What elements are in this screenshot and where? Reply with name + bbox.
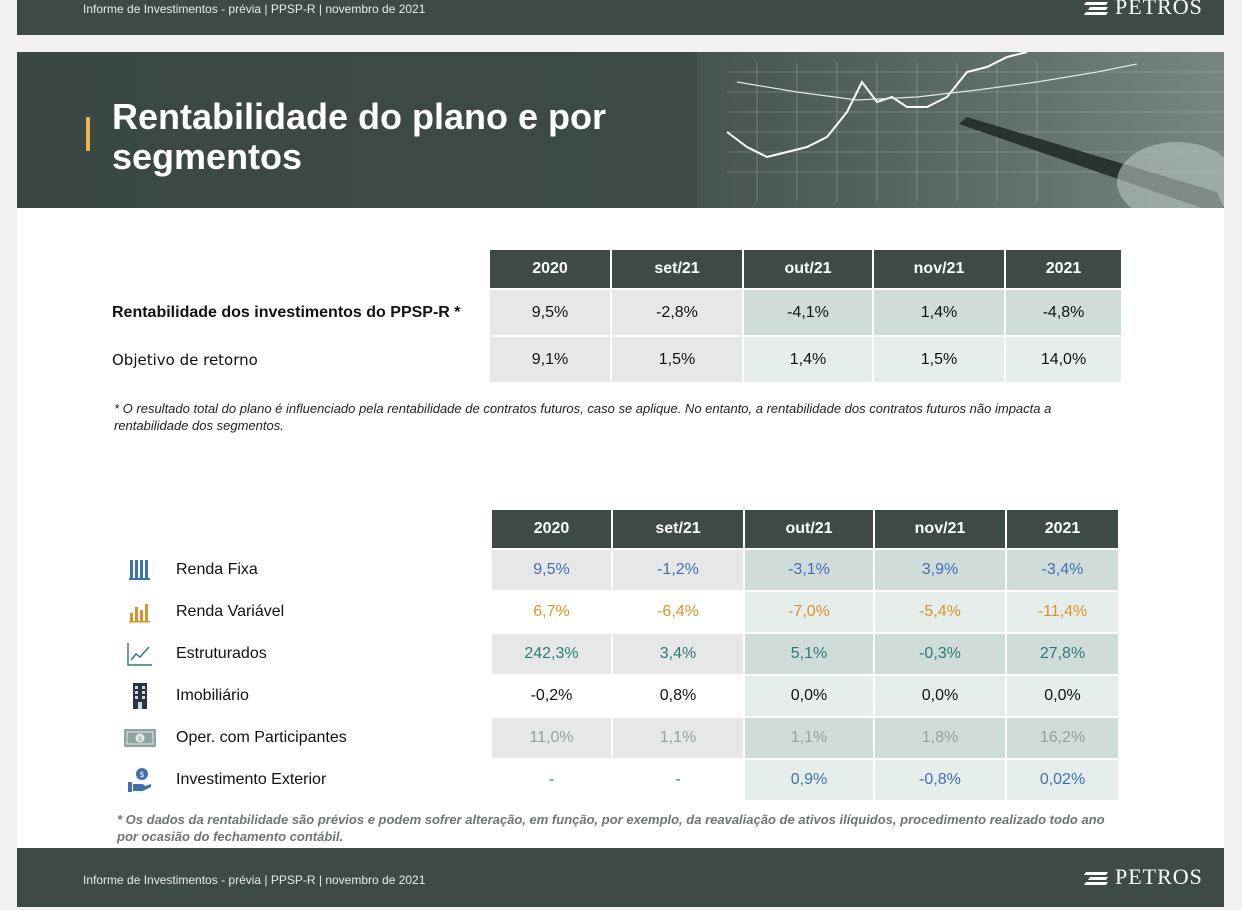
cell-value: 11,0% <box>492 718 611 758</box>
row-label: Renda Fixa <box>172 550 490 590</box>
column-header: set/21 <box>612 250 742 288</box>
row-label: Renda Variável <box>172 592 490 632</box>
cell-value: 0,02% <box>1007 760 1118 800</box>
table-row <box>110 634 1118 674</box>
petros-logo-mark-icon <box>1085 869 1111 885</box>
cell-value: 1,4% <box>874 290 1004 335</box>
title-banner <box>17 52 1224 208</box>
bar-chart-icon <box>110 592 170 632</box>
top-header-bar <box>17 0 1224 35</box>
bars-icon <box>110 550 170 590</box>
cell-value: -3,1% <box>745 550 873 590</box>
cell-value: -3,4% <box>1007 550 1118 590</box>
table-row <box>110 290 1121 335</box>
row-label: Rentabilidade dos investimentos do PPSP-R * <box>110 290 488 335</box>
footnote-segments: * Os dados da rentabilidade são prévios e podem sofrer alteração, em função, por exemplo, da reavaliação de ativos ilíquidos, procedimento realizado todo ano por ocasião do fechamento contábil. <box>117 812 1105 844</box>
segments-return-table <box>108 508 1120 802</box>
table-header-row <box>110 250 1121 288</box>
cell-value: 6,7% <box>492 592 611 632</box>
table-row <box>110 676 1118 716</box>
petros-logo-word: PETROS <box>1115 864 1203 889</box>
header-text: Informe de Investimentos - prévia | PPSP-R | novembro de 2021 <box>83 2 426 16</box>
cell-value: 1,5% <box>874 337 1004 382</box>
cell-value: 0,0% <box>1007 676 1118 716</box>
footer-text: Informe de Investimentos - prévia | PPSP-R | novembro de 2021 <box>83 873 426 887</box>
column-header: out/21 <box>745 510 873 548</box>
cell-value: -6,4% <box>613 592 743 632</box>
table-row <box>110 337 1121 382</box>
cell-value: 16,2% <box>1007 718 1118 758</box>
cell-value: -7,0% <box>745 592 873 632</box>
svg-text:$: $ <box>139 770 145 779</box>
cell-value: -2,8% <box>612 290 742 335</box>
cell-value: 1,8% <box>875 718 1005 758</box>
footnote-plan: * O resultado total do plano é influenciado pela rentabilidade de contratos futuros, caso se aplique. No entanto, a rentabilidade dos contratos futuros não impacta a rentabilidade dos segmentos. <box>114 401 1052 433</box>
cell-value: - <box>613 760 743 800</box>
cell-value: -0,8% <box>875 760 1005 800</box>
cell-value: 27,8% <box>1007 634 1118 674</box>
column-header: 2020 <box>492 510 611 548</box>
cell-value: 0,0% <box>745 676 873 716</box>
banknote-icon <box>110 718 170 758</box>
petros-logo-mark-icon <box>1085 0 1111 15</box>
stock-chart-photo-icon <box>697 52 1224 208</box>
empty-header-cell <box>172 510 490 548</box>
slide-page <box>17 52 1224 907</box>
cell-value: 0,8% <box>613 676 743 716</box>
petros-logo <box>1085 864 1203 890</box>
column-header: nov/21 <box>874 250 1004 288</box>
cell-value: 1,1% <box>745 718 873 758</box>
cell-value: -4,1% <box>744 290 872 335</box>
petros-logo-word: PETROS <box>1115 0 1203 19</box>
cell-value: -0,3% <box>875 634 1005 674</box>
cell-value: 3,4% <box>613 634 743 674</box>
cell-value: -1,2% <box>613 550 743 590</box>
page-title: Rentabilidade do plano e por segmentos <box>112 96 607 177</box>
cell-value: 9,5% <box>490 290 610 335</box>
table-row <box>110 760 1118 800</box>
column-header: out/21 <box>744 250 872 288</box>
cell-value: 1,1% <box>613 718 743 758</box>
title-accent-bar <box>86 117 90 151</box>
empty-header-cell <box>110 250 488 288</box>
column-header: 2020 <box>490 250 610 288</box>
cell-value: 3,9% <box>875 550 1005 590</box>
cell-value: -5,4% <box>875 592 1005 632</box>
table-row <box>110 592 1118 632</box>
column-header: nov/21 <box>875 510 1005 548</box>
cell-value: - <box>492 760 611 800</box>
footer-bar <box>17 848 1224 907</box>
cell-value: -0,2% <box>492 676 611 716</box>
cell-value: 242,3% <box>492 634 611 674</box>
cell-value: 9,5% <box>492 550 611 590</box>
cell-value: 0,9% <box>745 760 873 800</box>
column-header: set/21 <box>613 510 743 548</box>
cell-value: 14,0% <box>1006 337 1121 382</box>
line-chart-icon <box>110 634 170 674</box>
cell-value: 5,1% <box>745 634 873 674</box>
row-label: Estruturados <box>172 634 490 674</box>
column-header: 2021 <box>1007 510 1118 548</box>
empty-header-cell <box>110 510 170 548</box>
column-header: 2021 <box>1006 250 1121 288</box>
row-label: Imobiliário <box>172 676 490 716</box>
cell-value: -11,4% <box>1007 592 1118 632</box>
cell-value: 9,1% <box>490 337 610 382</box>
svg-text:$: $ <box>137 735 143 743</box>
cell-value: 1,5% <box>612 337 742 382</box>
cell-value: 0,0% <box>875 676 1005 716</box>
petros-logo <box>1085 0 1203 20</box>
table-header-row <box>110 510 1118 548</box>
cell-value: -4,8% <box>1006 290 1121 335</box>
row-label: Oper. com Participantes <box>172 718 490 758</box>
row-label: Objetivo de retorno <box>110 337 488 382</box>
hand-money-icon <box>110 760 170 800</box>
building-icon <box>110 676 170 716</box>
row-label: Investimento Exterior <box>172 760 490 800</box>
table-row <box>110 550 1118 590</box>
cell-value: 1,4% <box>744 337 872 382</box>
plan-return-table <box>108 248 1123 384</box>
table-row <box>110 718 1118 758</box>
